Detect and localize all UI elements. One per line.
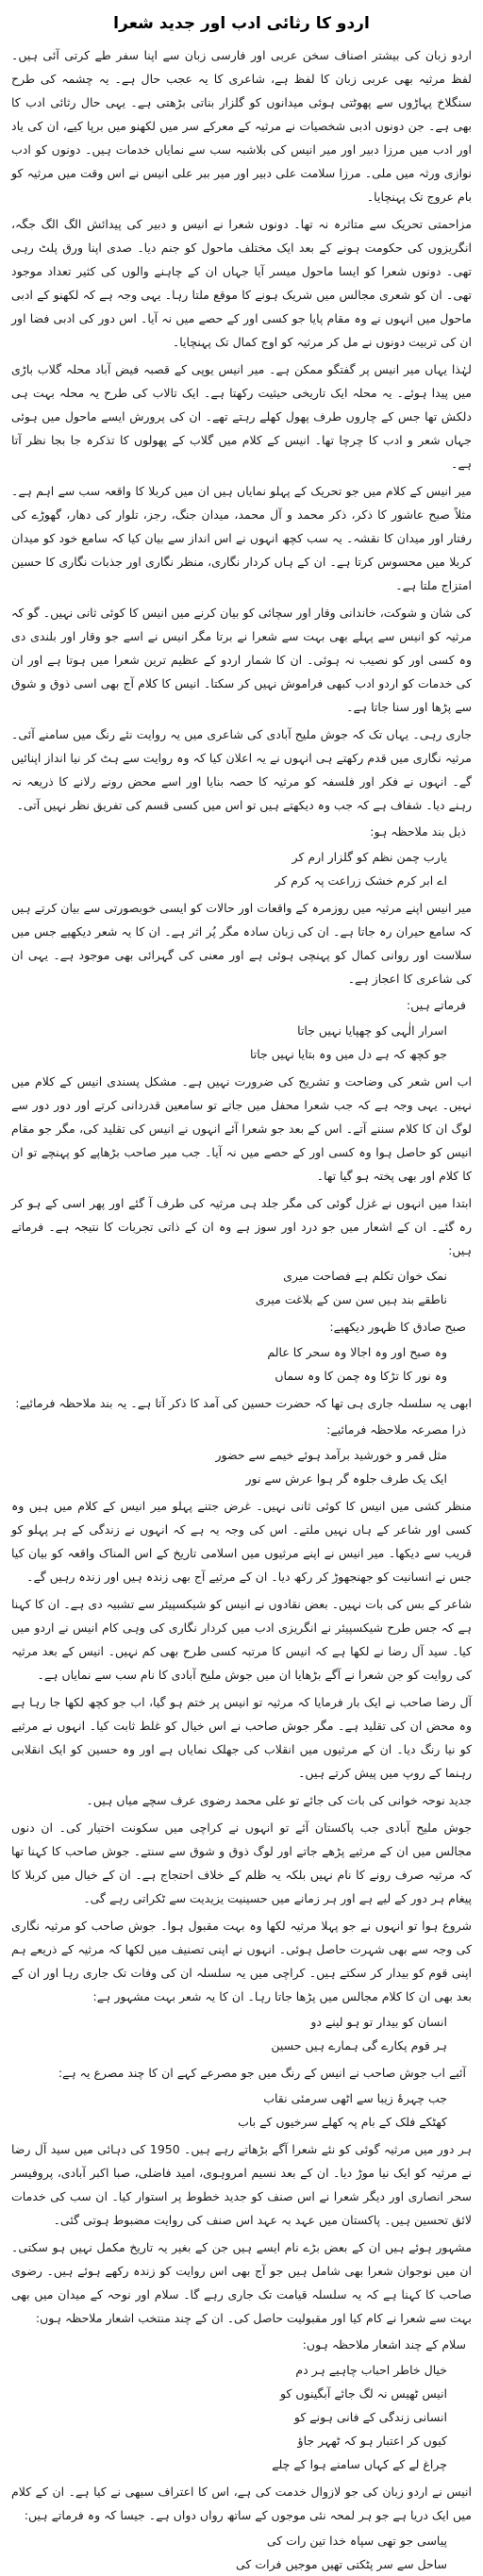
verse-line: ناطقے بند ہیں سن سن کے بلاغت میری <box>255 1292 447 1306</box>
verse-intro-label: سلام کے چند اشعار ملاحظہ ہوں: <box>302 2337 466 2352</box>
paragraph: منظر کشی میں انیس کا کوئی ثانی نہیں۔ غرض جتنے پہلو میر انیس کے کلام میں ہیں وہ کسی اور شاعر کے ہاں نہیں ملتے۔ اس کی وجہ یہ ہے کہ انہوں نے زندگی کے ہر پہلو کو قریب سے دیکھا۔ میر انیس نے اپنے مرثیوں میں اسلامی تاریخ کے اس المناک واقعہ کو بیان کیا جس نے انسانیت کو جھنجھوڑ کر رکھ دیا۔ ان کے مرثیے آج بھی زندہ ہیں اور زندہ رہیں گے۔ <box>11 1499 472 1584</box>
verse-line: نمک خوان تکلم ہے فصاحت میری <box>283 1269 447 1283</box>
verse-line: خیال خاطر احباب چاہیے ہر دم <box>295 2363 447 2377</box>
verse-block <box>11 1019 447 1066</box>
verse-block <box>11 845 447 892</box>
verse-line: کھٹکے فلک کے بام پہ کھلے سرخیوں کے باب <box>238 2115 447 2129</box>
verse-line: مثل قمر و خورشید برآمد ہوئے خیمے سے حضور <box>215 1448 447 1462</box>
paragraph: اردو زبان کی بیشتر اصناف سخن عربی اور فارسی زبان سے اپنا سفر طے کرتی آئی ہیں۔ لفظ مرثیہ بھی عربی زبان کا لفظ ہے، شاعری کا یہ عجب حال ہے۔ یہ چشمہ کی طرح سنگلاخ پہاڑوں سے پھوٹتی ہوئی میدانوں کو گلزار بناتی بڑھتی ہے۔ یہی حال رثائی ادب کا بھی ہے۔ جن دونوں ادبی شخصیات نے مرثیہ کے معرکے سر میں لکھنو میں برپا کیے، ان کی یاد اور ادب میں مرزا دبیر اور میر انیس کی بلاشبہ سب سے نمایاں خدمات ہیں۔ دونوں کو ادب نوازی ورثہ میں ملی۔ مرزا سلامت علی دبیر اور میر ببر علی انیس نے اس وقت میں مرثیہ کو بام عروج تک پہنچایا۔ <box>11 48 472 204</box>
verse-line: وہ نور کا تڑکا وہ چمن کا وہ سماں <box>275 1369 447 1383</box>
paragraph: جاری رہی۔ یہاں تک کہ جوش ملیح آبادی کی شاعری میں یہ روایت نئے رنگ میں سامنے آئی۔ مرثیہ نگاری میں قدم رکھتے ہی انہوں نے یہ اعلان کیا کہ وہ روایت سے ہٹ کر نیا انداز اپنائیں گے۔ انہوں نے فکر اور فلسفہ کو مرثیہ کا حصہ بنایا اور اسے محض رونے رلانے کا ذریعہ نہ رہنے دیا۔ شفاف ہے کہ جب وہ دیکھتے ہیں تو اس میں کسی قسم کی تفریق نظر نہیں آتی۔ <box>11 727 472 812</box>
verse-block <box>11 2529 447 2576</box>
verse-line: جب چہرۂ زیبا سے اٹھی سرمئی نقاب <box>263 2091 447 2105</box>
verse-intro-label: ذیل بند ملاحظہ ہو: <box>370 824 466 839</box>
paragraph: مشہور ہوئے ہیں ان کے بعض بڑے نام ایسے ہیں جن کے بغیر یہ تاریخ مکمل نہیں ہو سکتی۔ ان میں نوجوان شعرا بھی شامل ہیں جو آج بھی اس روایت کو زندہ رکھے ہوئے ہیں۔ رضوی صاحب کا کہنا ہے کہ یہ سلسلہ قیامت تک جاری رہے گا۔ سلام اور نوحہ کے میدان میں بھی بہت سے شعرا نے کام کیا اور مقبولیت حاصل کی۔ ان کے چند منتخب اشعار ملاحظہ ہوں: <box>11 2240 472 2325</box>
verse-block <box>11 2358 447 2476</box>
verse-block <box>11 1443 447 1490</box>
paragraph: جوش ملیح آبادی جب پاکستان آئے تو انہوں نے کراچی میں سکونت اختیار کی۔ ان دنوں مجالس میں ان کے مرثیے پڑھے جاتے اور لوگ ذوق و شوق سے سنتے۔ جوش صاحب کا کہنا تھا کہ مرثیہ صرف رونے کا نام نہیں بلکہ یہ ظلم کے خلاف احتجاج ہے۔ ان کے خیال میں کربلا کا پیغام ہر دور کے لیے ہے اور ہر زمانے میں حسینیت یزیدیت سے ٹکراتی رہے گی۔ <box>11 1820 472 1905</box>
verse-line: انیس ٹھیس نہ لگ جائے آبگینوں کو <box>279 2386 447 2401</box>
paragraph: میر انیس اپنے مرثیہ میں روزمرہ کے واقعات اور حالات کو ایسی خوبصورتی سے بیان کرتے ہیں کہ سامع حیران رہ جاتا ہے۔ ان کی زبان سادہ مگر پُر اثر ہے۔ ان کا یہ شعر دیکھیے جس میں سلاست اور روانی کمال کو پہنچی ہوئی ہے اور معنی کی گہرائی بھی موجود ہے۔ یہی ان کی شاعری کا اعجاز ہے۔ <box>11 901 472 986</box>
verse-line: ساحل سے سر پٹکتی تھیں موجیں فرات کی <box>236 2557 447 2571</box>
verse-intro-label: ذرا مصرعہ ملاحظہ فرمائیے: <box>326 1422 466 1437</box>
verse-intro-label: صبح صادق کا ظہور دیکھیے: <box>329 1320 466 1334</box>
verse-block <box>11 1264 447 1311</box>
verse-line: چراغ لے کے کہاں سامنے ہوا کے چلے <box>272 2457 447 2471</box>
paragraph: میر انیس کے کلام میں جو تحریک کے پہلو نمایاں ہیں ان میں کربلا کا واقعہ سب سے اہم ہے۔ مثلاً صبح عاشور کا ذکر، ذکر محمد و آل محمد، میدان جنگ، رجز، تلوار کی دھار، گھوڑے کی رفتار اور میدان کا نقشہ۔ یہ سب کچھ انہوں نے اس انداز سے بیان کیا کہ سامع خود کو میدان کربلا میں محسوس کرتا ہے۔ ان کے ہاں کردار نگاری، منظر نگاری اور جذبات نگاری کا حسین امتزاج ملتا ہے۔ <box>11 484 472 592</box>
verse-line: ایک یک طرف جلوہ گر ہوا عرش سے نور <box>245 1471 447 1486</box>
verse-line: جو کچھ کہ ہے دل میں وہ بتایا نہیں جاتا <box>249 1047 447 1061</box>
verse-intro-label: آئیے اب جوش صاحب نے انیس کے رنگ میں جو مصرعے کہے ان کا چند مصرع یہ ہے: <box>58 2066 466 2080</box>
paragraph: کی شان و شوکت، خاندانی وقار اور سچائی کو بیان کرنے میں انیس کا کوئی ثانی نہیں۔ گو کہ مرثیہ کو انیس سے پہلے بھی بہت سے شعرا نے برتا مگر انیس نے اسے جو وقار اور بلندی دی وہ کسی اور کو نصیب نہ ہوئی۔ ان کا شمار اردو کے عظیم ترین شعرا میں ہوتا ہے اور ان کی خدمات کو اردو ادب کبھی فراموش نہیں کر سکتا۔ انیس کا کلام آج بھی اسی ذوق و شوق سے پڑھا اور سنا جاتا ہے۔ <box>11 606 472 714</box>
verse-line: ہر قوم پکارے گی ہمارے ہیں حسین <box>271 2038 447 2052</box>
verse-line: انسانی زندگی کے فانی ہونے کو <box>293 2410 447 2424</box>
paragraph: شاعر کے بس کی بات نہیں۔ بعض نقادوں نے انیس کو شیکسپیئر سے تشبیہ دی ہے۔ ان کا کہنا ہے کہ جس طرح شیکسپیئر نے انگریزی ادب میں کردار نگاری کی وہی کام انیس نے اردو میں کیا۔ سید آل رضا نے لکھا ہے کہ انیس کا مرتبہ کسی طرح بھی کم نہیں۔ انیس کے بعد مرثیہ کی روایت کو جن شعرا نے آگے بڑھایا ان میں جوش ملیح آبادی کا نام سب سے نمایاں ہے۔ <box>11 1597 472 1682</box>
verse-line: وہ صبح اور وہ اجالا وہ سحر کا عالم <box>267 1345 447 1359</box>
paragraph: جدید نوحہ خوانی کی بات کی جائے تو علی محمد رضوی عرف سچے میاں ہیں۔ <box>86 1793 472 1807</box>
paragraph: انیس نے اردو زبان کی جو لازوال خدمت کی ہے، اس کا اعتراف سبھی نے کیا ہے۔ ان کے کلام میں ایک دریا ہے جو ہر لمحہ نئی موجوں کے ساتھ رواں دواں ہے۔ جیسا کہ وہ فرماتے ہیں: <box>11 2485 472 2522</box>
article-title: اردو کا رثائی ادب اور جدید شعرا <box>113 14 370 33</box>
verse-block <box>11 1340 447 1388</box>
verse-block <box>11 2086 447 2134</box>
verse-intro-label: فرماتے ہیں: <box>407 998 466 1012</box>
verse-line: اسرار الٰہی کو چھپایا نہیں جاتا <box>297 1023 447 1038</box>
paragraph: ابتدا میں انہوں نے غزل گوئی کی مگر جلد ہی مرثیہ کی طرف آ گئے اور پھر اسی کے ہو کر رہ گئے۔ ان کے اشعار میں جو درد اور سوز ہے وہ ان کے ذاتی تجربات کا نتیجہ ہے۔ فرماتے ہیں: <box>11 1196 472 1257</box>
paragraph: مزاحمتی تحریک سے متاثرہ نہ تھا۔ دونوں شعرا نے انیس و دبیر کی پیدائش الگ الگ جگہ، انگریزوں کی حکومت ہونے کے بعد ایک مختلف ماحول کو جنم دیا۔ صدی اپنا ورق پلٹ رہی تھی۔ دونوں شعرا کو ایسا ماحول میسر آیا جہاں ان کے چاہنے والوں کی کثیر تعداد موجود تھی۔ ان کو شعری مجالس میں شریک ہونے کا موقع ملتا رہا۔ یہی وجہ ہے کہ لکھنو کے ادبی ماحول میں انہوں نے وہ مقام پایا جو کسی اور کے حصے میں نہ آیا۔ اس دور کی ادبی فضا اور ان کی تربیت دونوں نے مل کر مرثیہ کو اوج کمال تک پہنچایا۔ <box>11 217 472 349</box>
verse-line: اے ابر کرم خشک زراعت پہ کرم کر <box>275 873 447 888</box>
verse-line: انسان کو بیدار تو ہو لینے دو <box>310 2015 447 2029</box>
paragraph: ابھی یہ سلسلہ جاری ہی تھا کہ حضرت حسین کی آمد کا ذکر آتا ہے۔ یہ بند ملاحظہ فرمائیے: <box>15 1396 472 1410</box>
verse-line: یارب چمن نظم کو گلزار ارم کر <box>291 850 447 864</box>
paragraph: آل رضا صاحب نے ایک بار فرمایا کہ مرثیہ تو انیس پر ختم ہو گیا، اب جو کچھ لکھا جا رہا ہے وہ محض ان کی تقلید ہے۔ مگر جوش صاحب نے اس خیال کو غلط ثابت کیا۔ انہوں نے مرثیے کو نیا رنگ دیا۔ ان کے مرثیوں میں انقلاب کی جھلک نمایاں ہے اور وہ حسین کو ایک انقلابی رہنما کے روپ میں پیش کرتے ہیں۔ <box>11 1695 472 1780</box>
paragraph: اب اس شعر کی وضاحت و تشریح کی ضرورت نہیں ہے۔ مشکل پسندی انیس کے کلام میں نہیں۔ یہی وجہ ہے کہ جب شعرا محفل میں جاتے تو سامعین قدردانی کرتے اور دور دور سے لوگ ان کا کلام سننے آتے۔ اس کے بعد جو شعرا آئے انہوں نے انیس کی تقلید کی، مگر جو مقام انیس کو حاصل ہوا وہ کسی اور کے حصے میں نہ آیا۔ جب میر صاحب بڑھاپے کو پہنچے تو ان کا کلام اور بھی پختہ ہو گیا تھا۔ <box>11 1074 472 1183</box>
article-body <box>11 43 472 2576</box>
verse-line: کیوں کر اعتبار ہو کہ ٹھہر جاؤ <box>297 2434 447 2448</box>
paragraph: شروع ہوا تو انہوں نے جو پہلا مرثیہ لکھا وہ بہت مقبول ہوا۔ جوش صاحب کو مرثیہ نگاری کی وجہ سے بھی شہرت حاصل ہوئی۔ انہوں نے اپنی تصنیف میں لکھا کہ مرثیہ کے ذریعے ہم اپنی قوم کو بیدار کر سکتے ہیں۔ کراچی میں یہ سلسلہ ان کی وفات تک جاری رہا اور ان کے بعد بھی ان کا کلام مجالس میں پڑھا جاتا رہا۔ ان کا یہ شعر بہت مشہور ہے: <box>11 1919 472 2003</box>
paragraph: ہر دور میں مرثیہ گوئی کو نئے شعرا آگے بڑھاتے رہے ہیں۔ 1950 کی دہائی میں سید آل رضا نے مرثیہ کو ایک نیا موڑ دیا۔ ان کے بعد نسیم امروہوی، امید فاضلی، صبا اکبر آبادی، پروفیسر سحر انصاری اور دیگر شعرا نے اس صنف کو جدید خطوط پر استوار کیا۔ ان سب کی خدمات لائق تحسین ہیں۔ پاکستان میں عہد بہ عہد اس صنف کی روایت مضبوط ہوتی گئی۔ <box>11 2142 472 2227</box>
paragraph: لہٰذا یہاں میر انیس پر گفتگو ممکن ہے۔ میر انیس یوپی کے قصبہ فیض آباد محلہ گلاب باڑی میں پیدا ہوئے۔ یہ محلہ ایک تاریخی حیثیت رکھتا ہے۔ ایک تالاب کی طرح یہ محلہ بہت ہی دلکش تھا جس کے چاروں طرف پھول کھلے رہتے تھے۔ ان کی پرورش ایسے ماحول میں ہوئی جہاں شعر و ادب کا چرچا تھا۔ انیس کے کلام میں گلاب کے پھولوں کا تذکرہ جا بجا نظر آتا ہے۔ <box>11 362 472 471</box>
verse-block <box>11 2010 447 2057</box>
verse-line: پیاسی جو تھی سپاہ خدا تین رات کی <box>266 2534 447 2548</box>
